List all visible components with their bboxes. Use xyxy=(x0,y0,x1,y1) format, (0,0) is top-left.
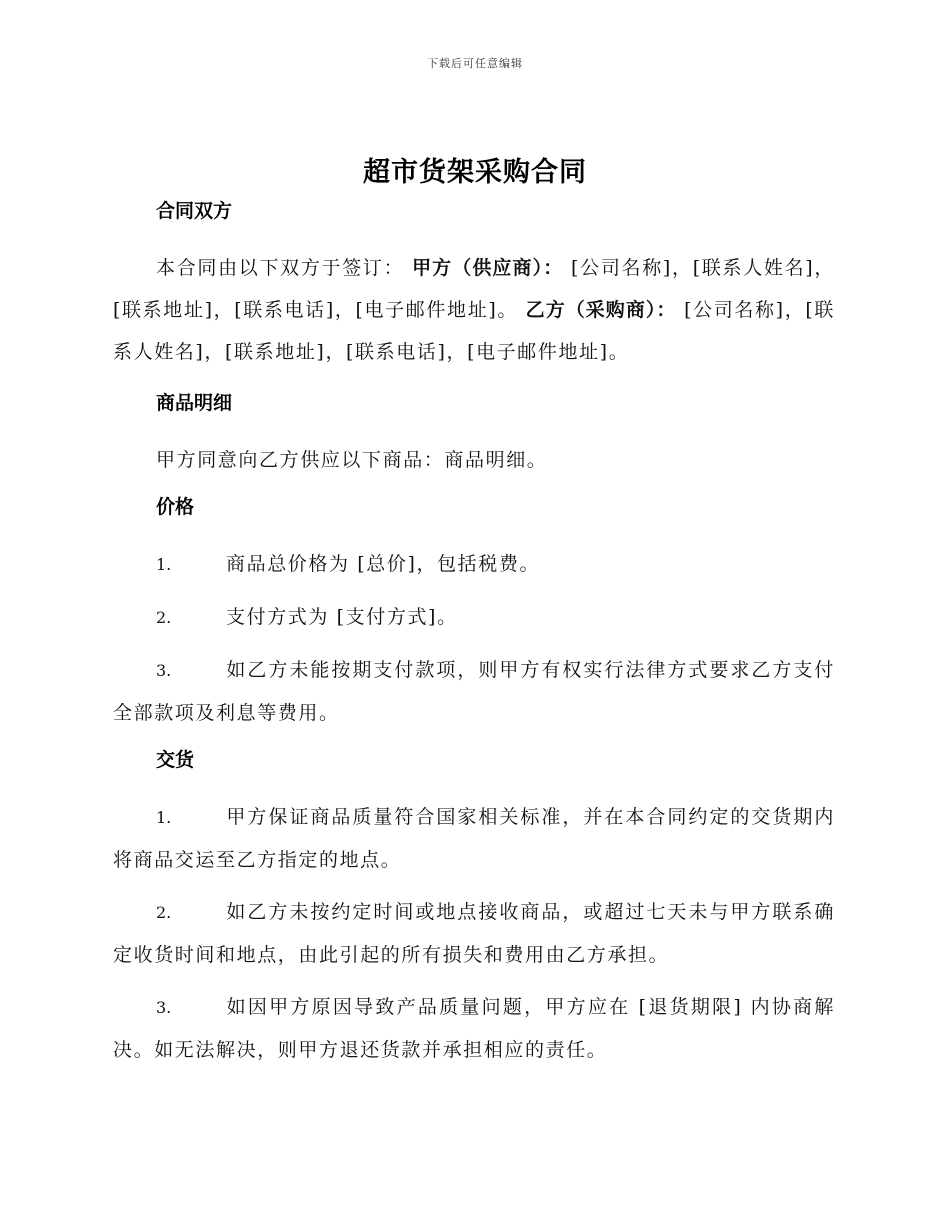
parties-intro: 本合同由以下双方于签订： xyxy=(156,257,405,279)
party-a-label: 甲方（供应商）： xyxy=(412,257,564,279)
delivery-item-1 xyxy=(113,796,835,881)
document-body xyxy=(113,195,835,1081)
section-heading-parties: 合同双方 xyxy=(156,200,233,222)
party-b-info: [公司名称]，[联系人姓名]，[联系地址]，[联系电话]，[电子邮件地址]。 xyxy=(113,299,835,363)
price-item-2 xyxy=(113,596,835,639)
delivery-item-2 xyxy=(113,891,835,976)
section-heading-goods: 商品明细 xyxy=(156,392,233,414)
goods-paragraph: 甲方同意向乙方供应以下商品：商品明细。 xyxy=(156,449,548,471)
list-item-text: 支付方式为 [支付方式]。 xyxy=(226,606,458,628)
party-a-info: [公司名称]，[联系人姓名]，[联系地址]，[联系电话]，[电子邮件地址]。 xyxy=(113,257,835,321)
price-item-3 xyxy=(113,649,835,734)
list-item-text: 商品总价格为 [总价]，包括税费。 xyxy=(226,553,541,575)
party-b-label: 乙方（采购商）： xyxy=(525,299,677,321)
list-number: 3. xyxy=(156,998,172,1017)
delivery-item-3 xyxy=(113,986,835,1071)
parties-paragraph xyxy=(113,247,835,373)
list-number: 1. xyxy=(156,555,172,574)
document-title: 超市货架采购合同 xyxy=(363,157,587,188)
list-item-text: 如乙方未按约定时间或地点接收商品，或超过七天未与甲方联系确定收货时间和地点，由此引起的所有损失和费用由乙方承担。 xyxy=(113,901,835,966)
list-number: 2. xyxy=(156,903,172,922)
list-item-text: 如因甲方原因导致产品质量问题，甲方应在 [退货期限] 内协商解决。如无法解决，则甲方退还货款并承担相应的责任。 xyxy=(113,996,835,1061)
list-number: 3. xyxy=(156,661,172,680)
section-heading-delivery: 交货 xyxy=(156,749,195,771)
section-heading-price: 价格 xyxy=(156,496,195,518)
list-item-text: 如乙方未能按期支付款项，则甲方有权实行法律方式要求乙方支付全部款项及利息等费用。 xyxy=(113,659,835,724)
price-item-1 xyxy=(113,543,835,586)
page-header: 下载后可任意编辑 xyxy=(427,57,523,70)
list-number: 1. xyxy=(156,808,172,827)
list-number: 2. xyxy=(156,608,172,627)
list-item-text: 甲方保证商品质量符合国家相关标准，并在本合同约定的交货期内将商品交运至乙方指定的地点。 xyxy=(113,806,835,871)
